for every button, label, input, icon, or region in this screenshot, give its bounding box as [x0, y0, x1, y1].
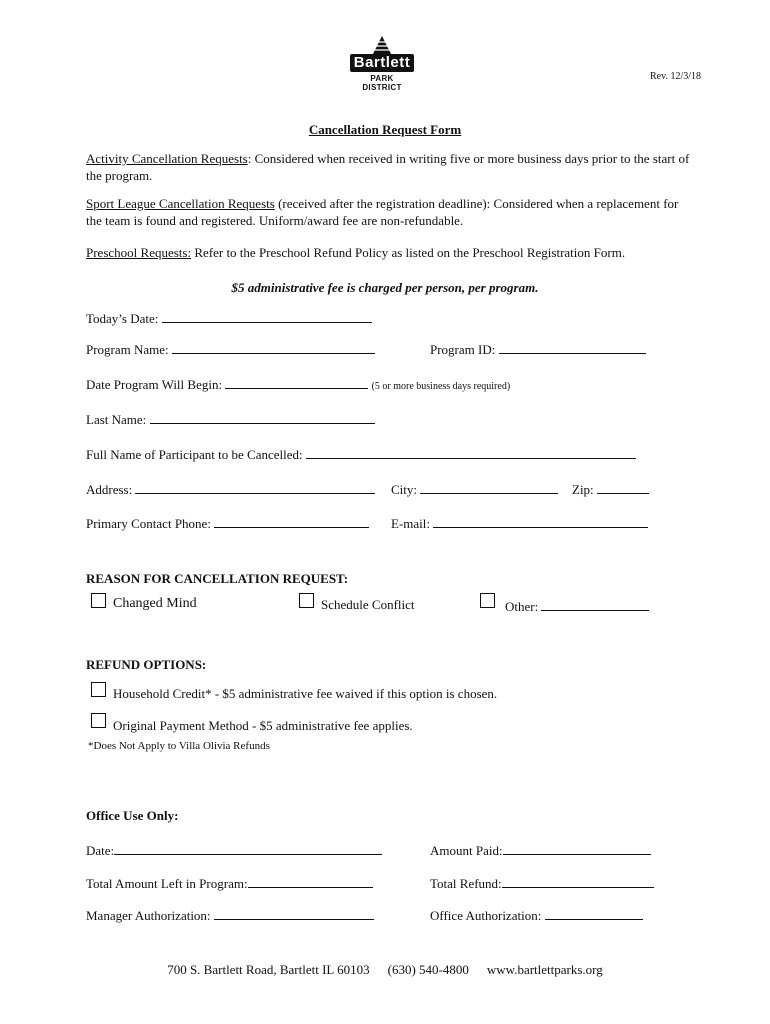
zip-row — [572, 480, 649, 498]
program-name-label: Program Name: — [86, 342, 169, 357]
original-payment-checkbox[interactable] — [91, 713, 106, 728]
amount-left-row — [86, 874, 373, 892]
program-name-field[interactable] — [172, 340, 375, 354]
other-checkbox[interactable] — [480, 593, 495, 608]
manager-auth-label: Manager Authorization: — [86, 908, 211, 923]
other-label: Other: — [505, 599, 539, 614]
date-begin-label: Date Program Will Begin: — [86, 377, 223, 392]
last-name-row — [86, 410, 375, 428]
schedule-conflict-label: Schedule Conflict — [321, 597, 415, 612]
city-label: City: — [391, 482, 418, 497]
amount-left-field[interactable] — [248, 874, 373, 888]
todays-date-field[interactable] — [162, 309, 372, 323]
office-date-label: Date: — [86, 843, 115, 858]
policy-sport-league — [86, 195, 696, 229]
amount-left-label: Total Amount Left in Program: — [86, 876, 248, 891]
policy-text: (received after the registration deadline): Considered when a replacement for the team is found and registered. Uniform/award fee are non-refundable. — [86, 196, 679, 228]
total-refund-label: Total Refund: — [430, 876, 502, 891]
office-auth-label: Office Authorization: — [430, 908, 542, 923]
date-begin-row — [86, 375, 510, 393]
last-name-label: Last Name: — [86, 412, 147, 427]
office-date-field[interactable] — [114, 841, 382, 855]
phone-field[interactable] — [214, 514, 369, 528]
footer-phone: (630) 540-4800 — [387, 962, 469, 977]
last-name-field[interactable] — [150, 410, 375, 424]
logo-subtitle: PARK DISTRICT — [362, 74, 402, 92]
zip-label: Zip: — [572, 482, 594, 497]
form-title: Cancellation Request Form — [308, 122, 462, 137]
program-id-label: Program ID: — [430, 342, 496, 357]
logo-wordmark: Bartlett — [350, 54, 414, 72]
address-row — [86, 480, 375, 498]
other-row — [505, 597, 649, 615]
changed-mind-label: Changed Mind — [113, 596, 197, 611]
office-auth-field[interactable] — [545, 906, 643, 920]
footer — [0, 962, 770, 978]
refund-heading: REFUND OPTIONS: — [86, 657, 207, 672]
footer-address: 700 S. Bartlett Road, Bartlett IL 60103 — [167, 962, 370, 977]
city-field[interactable] — [420, 480, 558, 494]
amount-paid-row — [430, 841, 651, 859]
policy-preschool — [86, 244, 696, 261]
tree-icon — [366, 36, 398, 56]
policy-label: Preschool Requests: — [86, 245, 192, 260]
original-payment-label: Original Payment Method - $5 administrative fee applies. — [113, 718, 413, 733]
participant-row — [86, 445, 636, 463]
changed-mind-checkbox[interactable] — [91, 593, 106, 608]
park-district-logo — [350, 36, 414, 90]
address-label: Address: — [86, 482, 133, 497]
total-refund-field[interactable] — [502, 874, 654, 888]
office-date-row — [86, 841, 382, 859]
program-id-row — [430, 340, 646, 358]
policy-text: : Considered when received in writing five or more business days prior to the start of the program. — [86, 151, 690, 183]
policy-text: Refer to the Preschool Refund Policy as listed on the Preschool Registration Form. — [191, 245, 626, 260]
refund-footnote: *Does Not Apply to Villa Olivia Refunds — [88, 740, 270, 752]
program-id-field[interactable] — [499, 340, 646, 354]
todays-date-row — [86, 309, 372, 327]
email-row — [391, 514, 648, 532]
other-field[interactable] — [541, 597, 649, 611]
footer-website[interactable]: www.bartlettparks.org — [486, 962, 603, 977]
revision-date: Rev. 12/3/18 — [650, 71, 702, 82]
amount-paid-label: Amount Paid: — [430, 843, 503, 858]
phone-label: Primary Contact Phone: — [86, 516, 211, 531]
program-name-row — [86, 340, 375, 358]
reason-heading: REASON FOR CANCELLATION REQUEST: — [86, 571, 349, 586]
todays-date-label: Today’s Date: — [86, 311, 159, 326]
schedule-conflict-checkbox[interactable] — [299, 593, 314, 608]
household-credit-checkbox[interactable] — [91, 682, 106, 697]
participant-field[interactable] — [306, 445, 636, 459]
manager-auth-row — [86, 906, 374, 924]
phone-row — [86, 514, 369, 532]
email-label: E-mail: — [391, 516, 430, 531]
address-field[interactable] — [135, 480, 375, 494]
office-heading: Office Use Only: — [86, 808, 179, 823]
policy-label: Sport League Cancellation Requests — [86, 196, 275, 211]
email-field[interactable] — [433, 514, 648, 528]
participant-label: Full Name of Participant to be Cancelled: — [86, 447, 303, 462]
manager-auth-field[interactable] — [214, 906, 374, 920]
office-auth-row — [430, 906, 643, 924]
household-credit-label: Household Credit* - $5 administrative fee waived if this option is chosen. — [113, 686, 498, 701]
admin-fee-note: $5 administrative fee is charged per person, per program. — [231, 280, 539, 295]
policy-activity — [86, 150, 696, 184]
city-row — [391, 480, 558, 498]
date-begin-field[interactable] — [225, 375, 368, 389]
date-begin-note: (5 or more business days required) — [371, 381, 511, 392]
zip-field[interactable] — [597, 480, 649, 494]
amount-paid-field[interactable] — [503, 841, 651, 855]
total-refund-row — [430, 874, 654, 892]
policy-label: Activity Cancellation Requests — [86, 151, 248, 166]
